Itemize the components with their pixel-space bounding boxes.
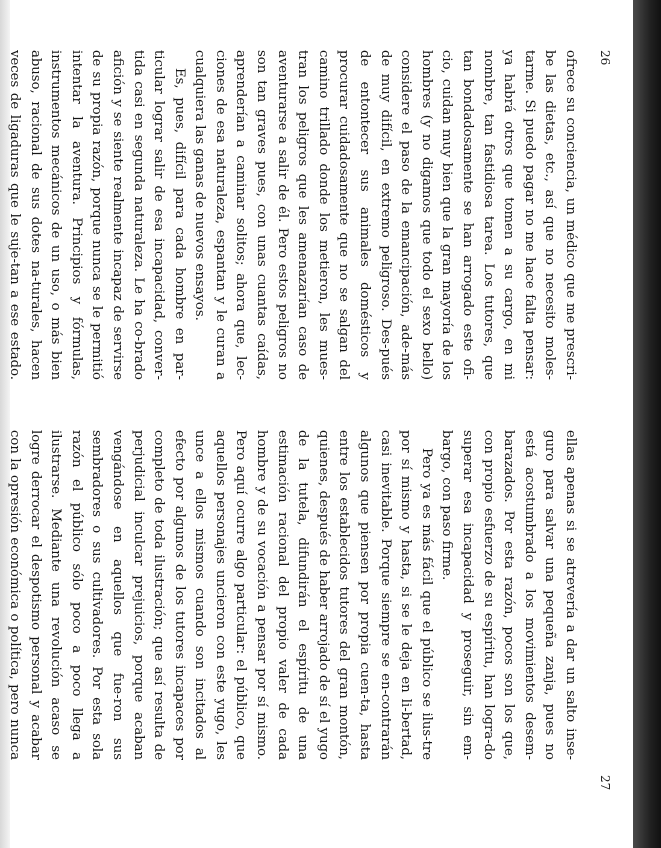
page-number-left: 26 xyxy=(598,50,612,66)
left-page-text xyxy=(0,50,580,380)
paragraph: ellas apenas si se atrevería a dar un salto inse-guro para salvar una pequeña zanja, pues no está acostumbrado a los movimientos desem-barazados. Por esta razón, pocos son los que, con propio esfuerzo de su espíritu, han logra-do superar esa incapacidad y proseguir, sin em-bargo, con paso firme. xyxy=(439,430,578,760)
scan-right-edge xyxy=(633,0,661,848)
paragraph: Es, pues, difícil para cada hombre en par-ticular lograr salir de esa incapacidad, conver-tida casi en segunda naturaleza. Le ha co-brado afición y se siente realmente incapaz de servirse de su propia razón, porque nunca se le permitió intentar la aventura. Principios y fórmulas, instrumentos mecánicos de un uso, o más bien abuso, racional de sus dotes na-turales, hacen veces de ligaduras que le suje-tan a ese estado. xyxy=(6,50,187,380)
paragraph: Pero ya es más fácil que el público se ilus-tre por sí mismo y hasta, si se le deja en li-bertad, casi inevitable. Porque siempre se en-contrarán algunos que piensen por propia cuen-ta, hasta entre los establecidos tutores del gran montón, quienes, después de haber arrojado de sí el yugo de la tutela, difundirán el espíritu de una estimación racional del propio valer de cada hombre y de su vocación a pensar por sí mismo. Pero aquí ocurre algo particular: el público, que aquellos personajes uncieron con este yugo, les unce a ellos mismos cuando son incitados al efecto por algunos de los tutores incapaces por completo de toda ilustración; que así resulta de perjudicial inculcar prejuicios, porque acaban vengándose en aquellos que fue-ron sus sembradores o sus cultivadores. Por esta sola razón el público sólo poco a poco llega a ilustrarse. Mediante una revolución acaso se logre derrocar el despotismo personal y acabar con la opresión económica o política, pero nunca xyxy=(6,430,434,760)
page-number-right: 27 xyxy=(598,775,612,791)
paragraph: ofrece su conciencia, un médico que me prescri-be las dietas, etc., así que no necesito moles-tarme. Si puedo pagar no me hace falta pensar: ya habrá otros que tomen a su cargo, en mi nombre, tan fastidiosa tarea. Los tutores, que tan bondadosamente se han arrogado este ofi-cio, cuidan muy bien que la gran mayoría de los hombres (y no digamos que todo el sexo bello) considere el paso de la emancipación, ade-más de muy difícil, en extremo peligroso. Des-pués de entontecer sus animales domésticos y procurar cuidadosamente que no se salgan del camino trillado donde los metieron, les mues-tran los peligros que les amenazarían caso de aventurarse a salir de él. Pero estos peligros no son tan graves pues, con unas cuantas caídas, aprenderían a caminar solitos; ahora que, lec-ciones de esa naturaleza, espantan y le curan a cualquiera las ganas de nuevos ensayos. xyxy=(192,50,578,380)
right-page-text xyxy=(0,430,580,760)
book-spread xyxy=(6,0,620,848)
